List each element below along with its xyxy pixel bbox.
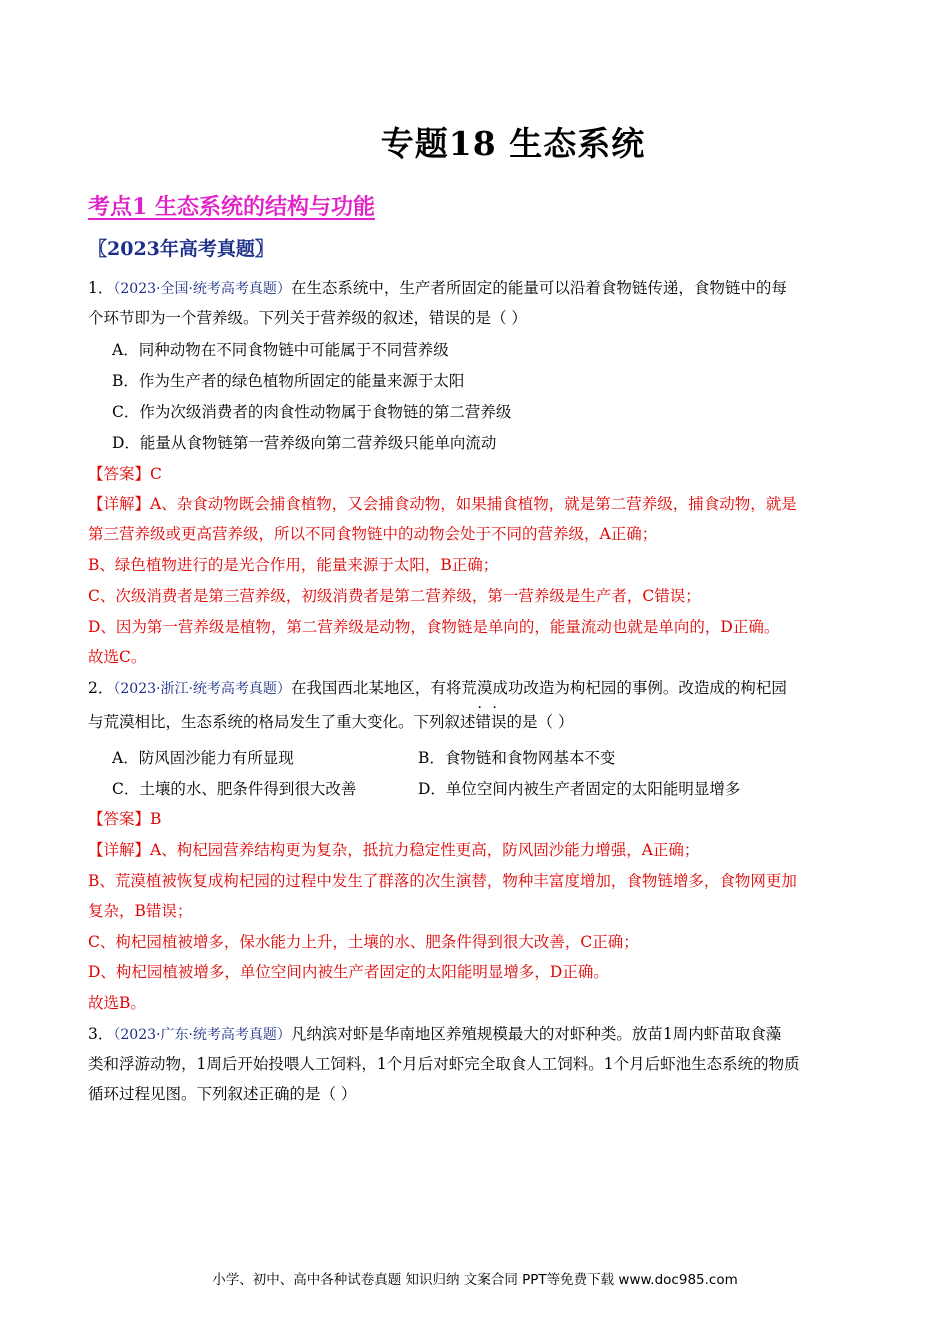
q2-detail-line-3: 复杂，B错误； (88, 902, 193, 920)
q1-source: （2023·全国·统考高考真题） (113, 281, 291, 297)
q2-option-c: C．土壤的水、肥条件得到很大改善 (112, 780, 357, 798)
q1-number: 1． (88, 279, 114, 297)
q2-detail-line-2: B、荒漠植被恢复成枸杞园的过程中发生了群落的次生演替，物种丰富度增加，食物链增多，食物网更加 (88, 872, 797, 890)
q1-stem-text: 在生态系统中，生产者所固定的能量可以沿着食物链传递，食物链中的每 (290, 279, 787, 297)
q2-answer: 【答案】B (88, 810, 162, 828)
section-heading: 考点1 生态系统的结构与功能 (88, 194, 375, 220)
q3-stem-line-2: 类和浮游动物，1周后开始投喂人工饲料，1个月后对虾完全取食人工饲料。1个月后虾池生态系统的物质 (88, 1055, 800, 1073)
q1-option-b: B．作为生产者的绿色植物所固定的能量来源于太阳 (112, 372, 465, 390)
q1-detail-line-1: 【详解】A、杂食动物既会捕食植物，又会捕食动物，如果捕食植物，就是第二营养级，捕食动物，就是 (88, 495, 797, 513)
q2-detail-line-4: C、枸杞园植被增多，保水能力上升，土壤的水、肥条件得到很大改善，C正确； (88, 933, 639, 951)
q2-conclusion: 故选B。 (88, 994, 146, 1012)
q3-source: （2023·广东·统考高考真题） (113, 1027, 291, 1043)
q2-option-b: B．食物链和食物网基本不变 (418, 749, 616, 767)
q1-detail-line-2: 第三营养级或更高营养级，所以不同食物链中的动物会处于不同的营养级，A正确； (88, 525, 658, 543)
q2-number: 2． (88, 679, 114, 697)
q3-stem-line-3: 循环过程见图。下列叙述正确的是（ ） (88, 1085, 357, 1103)
year-heading: 〖2023年高考真题〗 (88, 238, 274, 260)
q1-option-a: A．同种动物在不同食物链中可能属于不同营养级 (112, 341, 449, 359)
q3-number: 3． (88, 1025, 114, 1043)
q1-answer: 【答案】C (88, 465, 162, 483)
q1-detail-line-4: C、次级消费者是第三营养级，初级消费者是第二营养级，第一营养级是生产者，C错误； (88, 587, 701, 605)
q1-stem-line-2: 个环节即为一个营养级。下列关于营养级的叙述，错误的是（ ） (88, 309, 527, 327)
q2-emphasis-word: · · 错误 (476, 712, 507, 732)
page-title: 专题18 生态系统 (380, 124, 646, 163)
q1-detail-line-5: D、因为第一营养级是植物，第二营养级是动物，食物链是单向的，能量流动也就是单向的，D正确。 (88, 618, 780, 636)
q1-option-c: C．作为次级消费者的肉食性动物属于食物链的第二营养级 (112, 403, 512, 421)
q2-detail-line-1: 【详解】A、枸杞园营养结构更为复杂，抵抗力稳定性更高，防风固沙能力增强，A正确； (88, 841, 700, 859)
q2-option-d: D．单位空间内被生产者固定的太阳能明显增多 (418, 780, 741, 798)
q2-option-a: A．防风固沙能力有所显现 (112, 749, 294, 767)
q1-conclusion: 故选C。 (88, 648, 147, 666)
q1-option-d: D．能量从食物链第一营养级向第二营养级只能单向流动 (112, 434, 497, 452)
q2-stem-line-1 (88, 678, 864, 699)
q2-detail-line-5: D、枸杞园植被增多，单位空间内被生产者固定的太阳能明显增多，D正确。 (88, 963, 609, 981)
q3-stem-line-1 (88, 1024, 864, 1045)
q1-detail-line-3: B、绿色植物进行的是光合作用，能量来源于太阳，B正确； (88, 556, 499, 574)
q1-stem-line-1 (88, 278, 864, 299)
footer-text: 小学、初中、高中各种试卷真题 知识归纳 文案合同 PPT等免费下载 www.doc985.com (212, 1272, 738, 1288)
q2-source: （2023·浙江·统考高考真题） (113, 681, 291, 697)
q2-stem-line-2: 与荒漠相比，生态系统的格局发生了重大变化。下列叙述· · 错误的是（ ） (88, 712, 864, 732)
q2-stem-text: 在我国西北某地区，有将荒漠成功改造为枸杞园的事例。改造成的枸杞园 (290, 679, 787, 697)
q3-stem-text: 凡纳滨对虾是华南地区养殖规模最大的对虾种类。放苗1周内虾苗取食藻 (290, 1025, 782, 1043)
